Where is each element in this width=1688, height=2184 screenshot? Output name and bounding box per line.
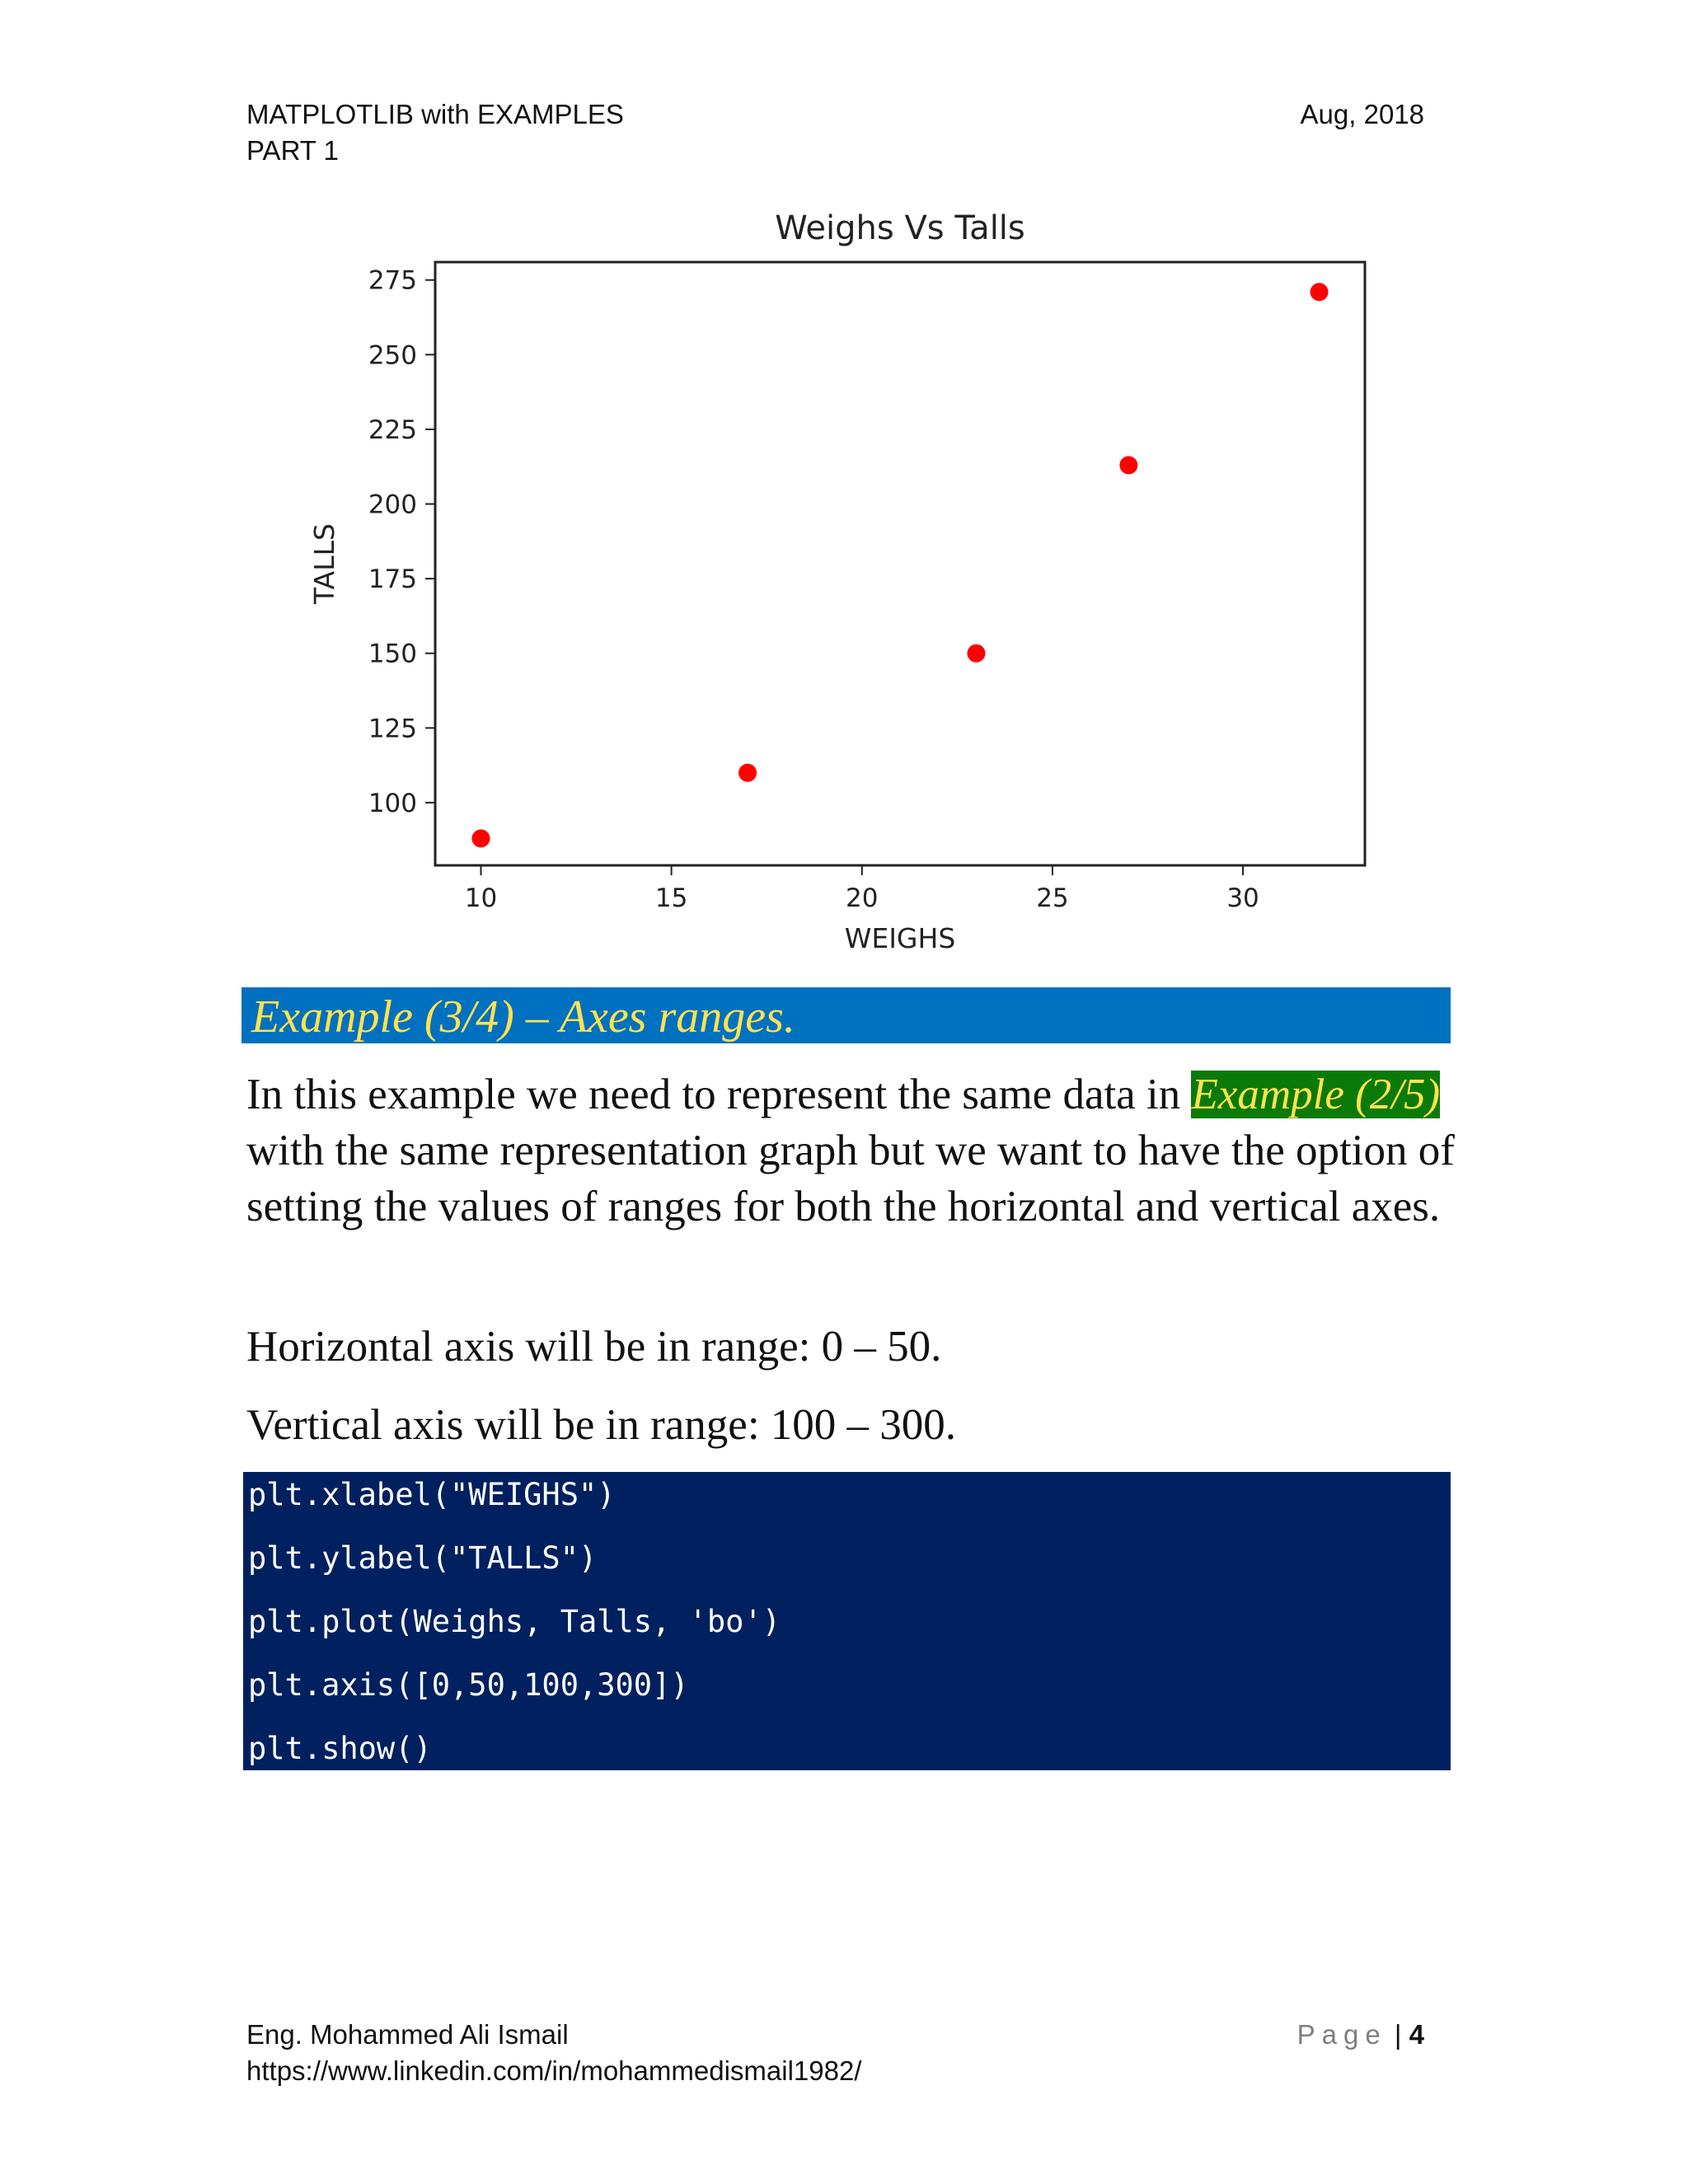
y-tick-label: 250	[368, 340, 417, 371]
y-tick-label: 125	[368, 714, 417, 744]
y-tick-label: 150	[368, 639, 417, 669]
code-line: plt.plot(Weighs, Talls, 'bo')	[248, 1604, 781, 1639]
horizontal-range-text: Horizontal axis will be in range: 0 – 50.	[246, 1323, 942, 1371]
x-tick-label: 20	[846, 883, 879, 913]
y-tick-label: 175	[368, 565, 417, 595]
page-separator: |	[1386, 2019, 1409, 2050]
footer-link[interactable]: https://www.linkedin.com/in/mohammedismail1982/	[246, 2055, 862, 2086]
header-part: PART 1	[246, 135, 339, 166]
code-block	[243, 1472, 1451, 1770]
x-tick-label: 10	[464, 883, 498, 913]
x-axis-label: WEIGHS	[844, 922, 956, 954]
y-tick-label: 275	[368, 265, 417, 296]
intro-paragraph	[246, 1066, 1458, 1235]
x-tick-label: 15	[654, 883, 688, 913]
header-title: MATPLOTLIB with EXAMPLES	[246, 99, 624, 129]
y-axis-label: TALLS	[308, 523, 340, 604]
chart-title: Weighs Vs Talls	[775, 209, 1025, 247]
y-tick-label: 200	[368, 490, 417, 520]
code-line: plt.show()	[248, 1731, 432, 1766]
page-label: Page	[1296, 2019, 1387, 2050]
x-tick-label: 30	[1226, 883, 1259, 913]
data-point	[1311, 283, 1329, 301]
intro-text-after: with the same representation graph but we want to have the option of setting the values of ranges for both the horizontal and vertical axes.	[246, 1127, 1455, 1230]
example-heading	[241, 987, 1451, 1043]
intro-text-before: In this example we need to represent the same data in	[246, 1071, 1192, 1118]
example-heading-text: Example (3/4) – Axes ranges.	[251, 991, 795, 1043]
header-date: Aug, 2018	[1300, 99, 1424, 129]
vertical-range-text: Vertical axis will be in range: 100 – 300.	[246, 1401, 957, 1449]
page-number: 4	[1409, 2019, 1424, 2050]
y-tick-label: 100	[368, 788, 417, 818]
code-line: plt.ylabel("TALLS")	[248, 1540, 598, 1576]
data-point	[471, 829, 490, 847]
plot-area	[435, 262, 1365, 865]
chart-svg	[297, 198, 1418, 956]
footer-page	[1297, 2019, 1424, 2050]
example-reference-link[interactable]: Example (2/5)	[1191, 1071, 1441, 1118]
code-line: plt.xlabel("WEIGHS")	[248, 1477, 616, 1512]
data-point	[967, 644, 985, 663]
footer-author: Eng. Mohammed Ali Ismail	[246, 2019, 569, 2050]
x-tick-label: 25	[1036, 883, 1069, 913]
scatter-chart	[297, 198, 1418, 956]
code-line: plt.axis([0,50,100,300])	[248, 1667, 689, 1703]
data-point	[738, 764, 757, 782]
data-point	[1119, 456, 1137, 474]
y-tick-label: 225	[368, 415, 417, 445]
